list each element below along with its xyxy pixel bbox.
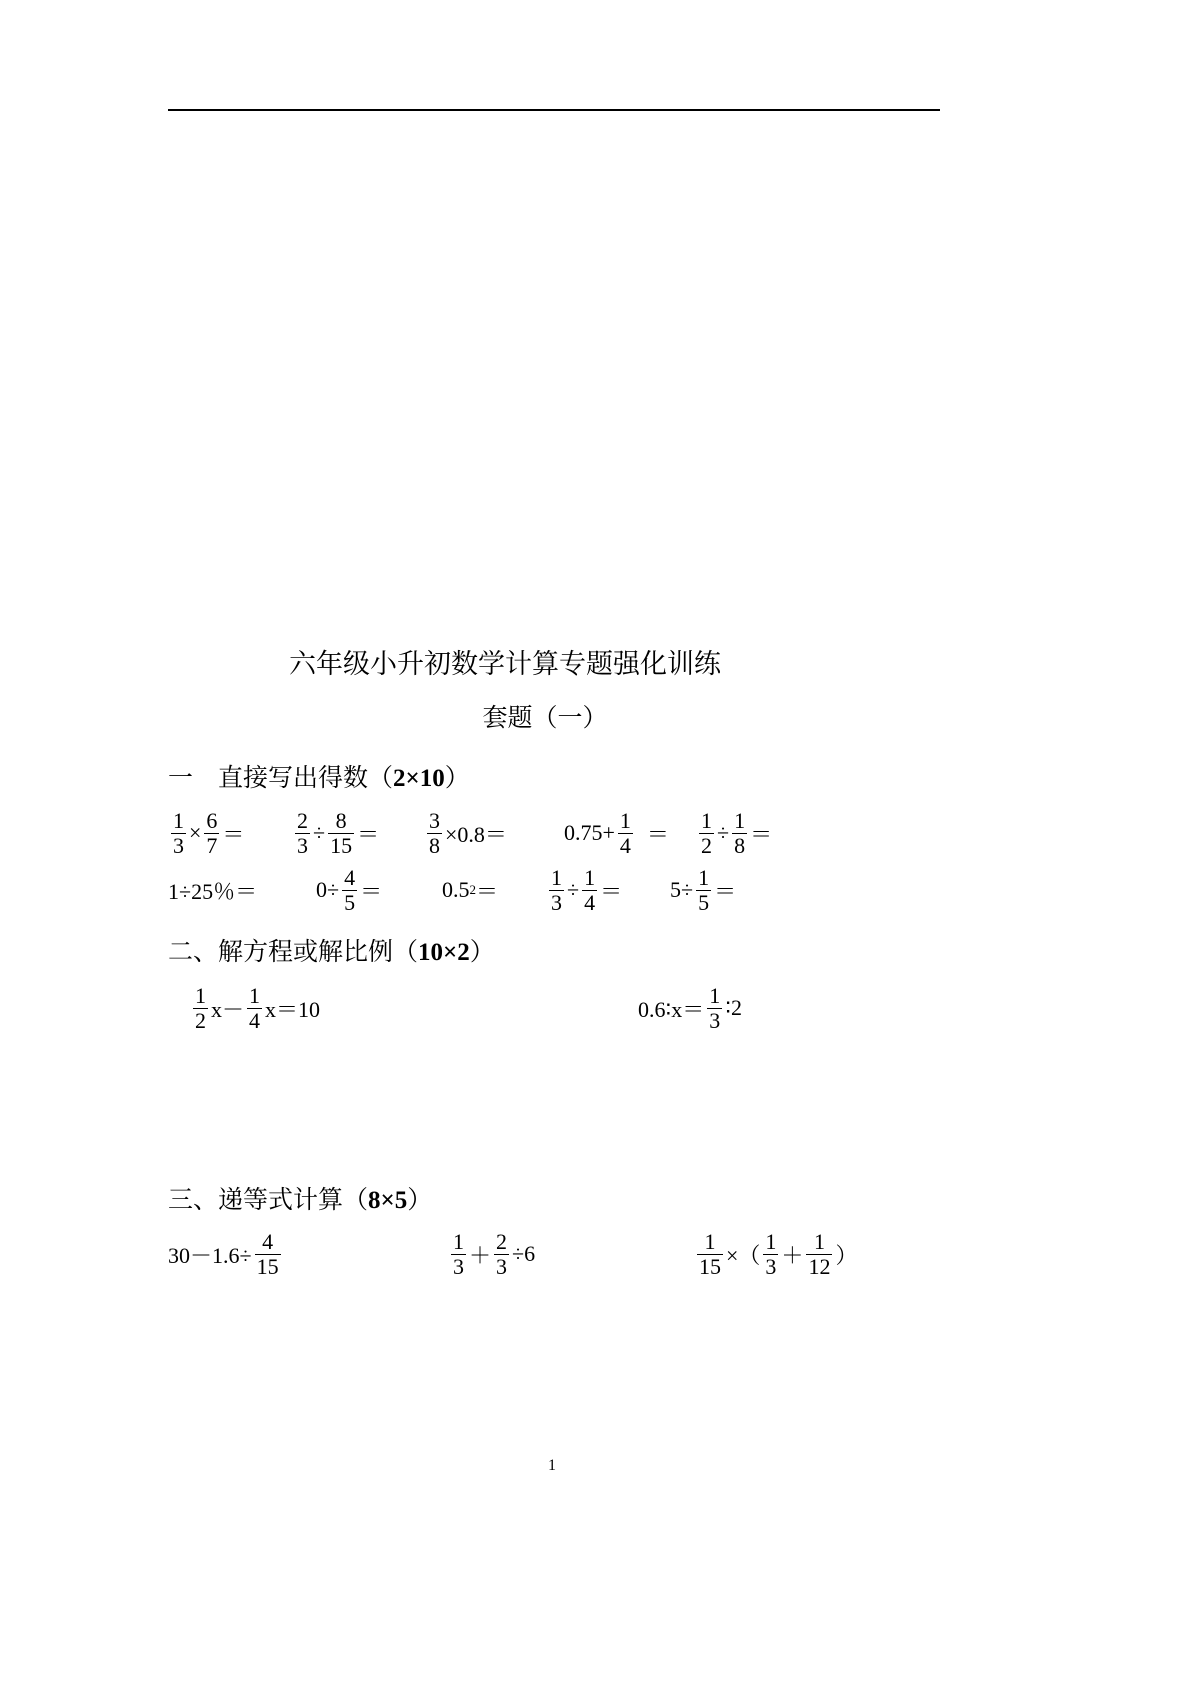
operator-text: ÷ [313,820,326,845]
denominator: 2 [701,832,712,858]
numerator: 1 [584,864,596,890]
fraction [618,809,633,858]
numerator: 3 [429,807,440,833]
expression [546,862,622,918]
fraction [806,1230,832,1279]
denominator: 15 [699,1253,721,1279]
fraction [707,984,722,1033]
operator-text: ＝ [635,821,669,847]
fraction [342,866,357,915]
section-1-heading [168,758,470,794]
denominator: 5 [698,889,710,915]
numerator: 6 [206,807,218,833]
fraction [295,809,310,858]
denominator: 4 [249,1007,261,1033]
denominator: 3 [551,889,562,915]
fraction [427,809,442,858]
expression [292,805,379,861]
denominator: 2 [195,1007,206,1033]
operator-text: x＝10 [265,996,321,1022]
operator-text: ＝ [360,878,383,904]
numerator: 2 [297,807,308,833]
numerator: 1 [709,982,721,1008]
section-points: 2×10 [393,765,445,792]
section-label: 三、递等式计算（ [168,1185,369,1214]
denominator: 8 [429,832,440,858]
numerator: 1 [551,864,562,890]
operator-text: 0÷ [316,877,340,902]
denominator: 3 [173,832,184,858]
numerator: 4 [262,1228,274,1254]
numerator: 1 [765,1228,777,1254]
numerator: 8 [335,807,347,833]
operator-text: x－ [211,996,245,1022]
operator-text: 0.5 [442,877,470,902]
expression [168,862,257,918]
fraction [732,809,747,858]
fraction [763,1230,778,1279]
operator-text: ÷ [567,877,580,902]
expression [564,805,669,861]
numerator: 2 [496,1228,508,1254]
denominator: 15 [330,832,353,858]
section-points: 8×5 [368,1187,408,1214]
fraction [549,866,564,915]
section-label: 一 直接写出得数（ [168,763,394,792]
operator-text: 5÷ [670,877,694,902]
denominator: 12 [808,1253,831,1279]
operator-text: ×（ [726,1242,761,1268]
denominator: 4 [619,832,631,858]
operator-text: ＝ [714,878,737,904]
denominator: 3 [765,1253,777,1279]
denominator: 7 [206,832,218,858]
denominator: 3 [297,832,308,858]
operator-text: ） [835,1242,858,1268]
numerator: 1 [619,807,631,833]
operator-text: ×0.8＝ [445,821,507,847]
header-rule [168,109,940,111]
denominator: 3 [709,1007,721,1033]
fraction [204,809,219,858]
expression [448,1226,535,1282]
section-label: 二、解方程或解比例（ [168,937,419,966]
section-close: ） [469,937,495,966]
expression [424,805,507,861]
fraction [697,1230,723,1279]
fraction [582,866,597,915]
operator-text: ＝ [750,821,773,847]
denominator: 8 [734,832,746,858]
fraction [451,1230,466,1279]
expression [670,862,736,918]
numerator: 4 [344,864,356,890]
fraction [255,1230,281,1279]
operator-text: ＝ [357,821,380,847]
numerator: 1 [734,807,746,833]
denominator: 5 [344,889,356,915]
denominator: 15 [256,1253,279,1279]
operator-text: 0.75+ [564,820,615,845]
fraction [193,984,208,1033]
denominator: 4 [584,889,596,915]
expression [168,805,244,861]
numerator: 1 [813,1228,825,1254]
expression [316,862,382,918]
fraction [696,866,711,915]
denominator: 3 [496,1253,508,1279]
expression [696,805,772,861]
fraction [699,809,714,858]
expression [168,1226,284,1282]
page-number: 1 [548,1457,556,1474]
expression [638,980,742,1036]
operator-text: × [189,820,202,845]
numerator: 1 [453,1228,464,1254]
expression [694,1226,857,1282]
exponent: 2 [469,882,476,897]
page-title: 六年级小升初数学计算专题强化训练 [289,649,721,680]
operator-text: 0.6∶x＝ [638,996,705,1022]
section-close: ） [407,1185,433,1214]
page-subtitle: 套题（一） [482,703,608,732]
operator-text: ∶2 [725,995,742,1020]
operator-text: ＝ [476,878,499,904]
fraction [247,984,262,1033]
expression [442,862,498,918]
numerator: 1 [173,807,184,833]
operator-text: ÷6 [512,1241,536,1266]
numerator: 1 [704,1228,716,1254]
fraction [494,1230,509,1279]
fraction [328,809,354,858]
operator-text: ＝ [222,821,245,847]
denominator: 3 [453,1253,464,1279]
expression [190,980,320,1036]
operator-text: ＋ [781,1242,804,1268]
operator-text: ＝ [600,878,623,904]
section-3-heading [168,1180,432,1216]
section-2-heading [168,932,495,968]
operator-text: ＋ [469,1242,492,1268]
fraction [171,809,186,858]
operator-text: 30－1.6÷ [168,1242,252,1268]
numerator: 1 [195,982,206,1008]
section-points: 10×2 [418,939,470,966]
numerator: 1 [249,982,261,1008]
operator-text: ÷ [717,820,730,845]
operator-text: 1÷25％＝ [168,878,258,904]
section-close: ） [444,763,470,792]
numerator: 1 [701,807,712,833]
numerator: 1 [698,864,710,890]
